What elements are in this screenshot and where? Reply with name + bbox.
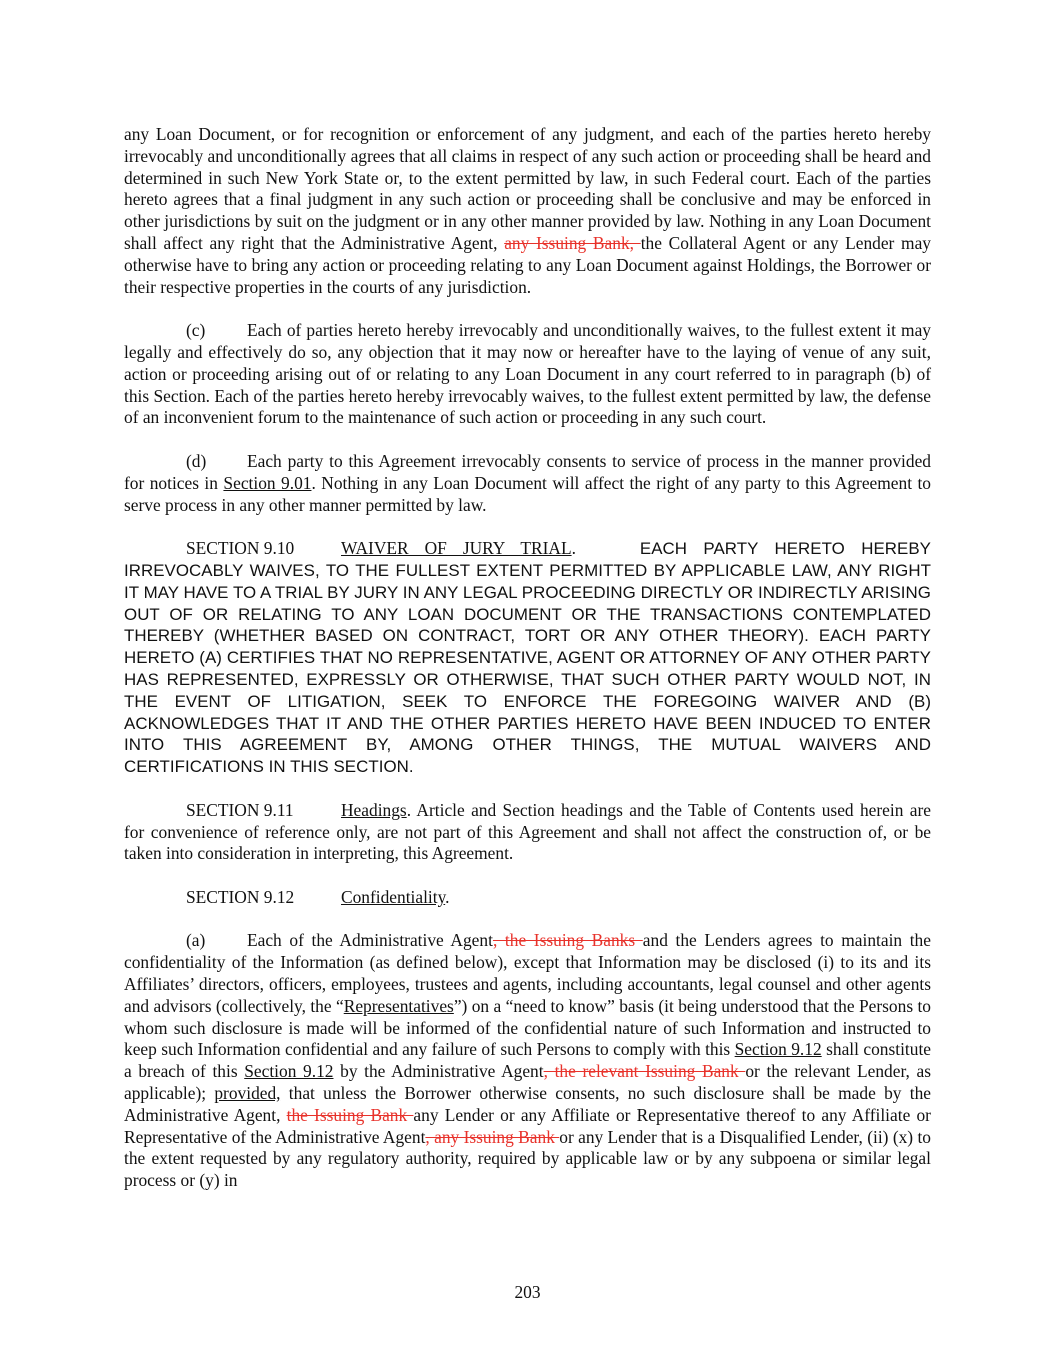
- text-run: any Lender or any Affiliate or Representative thereof to any Affiliate or Representative of the Administrative Agent: [124, 1104, 931, 1147]
- section-number: SECTION 9.10: [186, 538, 295, 559]
- text-run: that unless the Borrower otherwise consents, no such disclosure shall be made by the Administrative Agent,: [124, 1083, 931, 1125]
- section-9-11: [124, 800, 931, 865]
- text-run: or the relevant Lender, as applicable);: [124, 1061, 932, 1104]
- paragraph-label: (d): [186, 450, 207, 471]
- text-run: by the Administrative Agent: [333, 1061, 544, 1082]
- document-page: [124, 124, 931, 1192]
- section-title: Confidentiality: [341, 886, 446, 907]
- text-run: shall constitute a breach of this: [124, 1039, 931, 1082]
- text-run: any Loan Document, or for recognition or enforcement of any judgment, and each of the parties hereto hereby irrevocably and unconditionally agrees that all claims in respect of any such action or proceeding shall be heard and determined in such New York State or, to the extent permitted by law, in such Federal court. Each of the parties hereto agrees that a final judgment in any such action or proceeding shall be conclusive and may be enforced in other jurisdictions by suit on the judgment or in any other manner provided by law. Nothing in any Loan Document shall affect any right that the Administrative Agent,: [124, 124, 931, 253]
- section-9-10: [124, 538, 931, 778]
- deleted-text: , the relevant Issuing Bank: [543, 1061, 746, 1082]
- text-run: Each party to this Agreement irrevocably consents to service of process in the manner provided for notices in: [124, 450, 931, 493]
- paragraph-d: [124, 451, 931, 516]
- paragraph-9-12-a: [124, 930, 931, 1192]
- text-run: Each of the Administrative Agent: [247, 930, 493, 951]
- deleted-text: the Issuing Bank: [286, 1104, 414, 1125]
- text-run: and the Lenders agrees to maintain the confidentiality of the Information (as defined below), except that Information may be disclosed (i) to its and its Affiliates’ directors, officers, employees, trustees and agents, including accountants, legal counsel and other agents and advisors (collectively, the “: [124, 930, 931, 1016]
- text-run: Each of parties hereto hereby irrevocably and unconditionally waives, to the fullest extent it may legally and effectively do so, any objection that it may now or hereafter have to the laying of venue of any suit, action or proceeding arising out of or relating to any Loan Document in any court referred to in paragraph (b) of this Section. Each of the parties hereto hereby irrevocably waives, to the fullest extent permitted by law, the defense of an inconvenient forum to the maintenance of such action or proceeding in any such court.: [124, 320, 931, 428]
- deleted-text: , any Issuing Bank: [425, 1126, 560, 1147]
- page-number: 203: [514, 1282, 541, 1302]
- paragraph-c: [124, 320, 931, 429]
- jury-waiver-text: EACH PARTY HERETO HEREBY IRREVOCABLY WAIVES, TO THE FULLEST EXTENT PERMITTED BY APPLICABLE LAW, ANY RIGHT IT MAY HAVE TO A TRIAL BY JURY IN ANY LEGAL PROCEEDING DIRECTLY OR INDIRECTLY ARISING OUT OF OR RELATING TO ANY LOAN DOCUMENT OR THE TRANSACTIONS CONTEMPLATED THEREBY (WHETHER BASED ON CONTRACT, TORT OR ANY OTHER THEORY). EACH PARTY HERETO (A) CERTIFIES THAT NO REPRESENTATIVE, AGENT OR ATTORNEY OF ANY OTHER PARTY HAS REPRESENTED, EXPRESSLY OR OTHERWISE, THAT SUCH OTHER PARTY WOULD NOT, IN THE EVENT OF LITIGATION, SEEK TO ENFORCE THE FOREGOING WAIVER AND (B) ACKNOWLEDGES THAT IT AND THE OTHER PARTIES HERETO HAVE BEEN INDUCED TO ENTER INTO THIS AGREEMENT BY, AMONG OTHER THINGS, THE MUTUAL WAIVERS AND CERTIFICATIONS IN THIS SECTION.: [124, 539, 931, 777]
- section-number: SECTION 9.12: [186, 886, 295, 907]
- proviso-term: provided,: [214, 1083, 281, 1104]
- text-run: . Article and Section headings and the Table of Contents used herein are for convenience of reference only, are not part of this Agreement and shall not affect the construction of, or be taken into consideration in interpreting, this Agreement.: [124, 799, 931, 864]
- section-reference: Section 9.12: [244, 1061, 334, 1082]
- text-run: .: [571, 538, 576, 559]
- deleted-text: any Issuing Bank,: [504, 232, 641, 253]
- section-title: Headings: [341, 799, 407, 820]
- text-run: .: [445, 886, 450, 907]
- defined-term: Representatives: [343, 995, 454, 1016]
- section-reference: Section 9.12: [734, 1039, 822, 1060]
- section-title: WAIVER OF JURY TRIAL: [341, 538, 572, 559]
- text-run: or any Lender that is a Disqualified Lender, (ii) (x) to the extent requested by any regulatory authority, required by applicable law or by any subpoena or similar legal process or (y) in: [124, 1126, 931, 1191]
- paragraph-b-continued: [124, 124, 931, 298]
- paragraph-label: (a): [186, 930, 206, 951]
- section-number: SECTION 9.11: [186, 799, 294, 820]
- paragraph-label: (c): [186, 320, 206, 341]
- text-run: ”) on a “need to know” basis (it being understood that the Persons to whom such disclosure is made will be informed of the confidential nature of such Information and instructed to keep such Information confidential and any failure of such Persons to comply with this: [124, 995, 931, 1060]
- section-reference: Section 9.01: [223, 472, 312, 493]
- section-9-12: [124, 887, 931, 909]
- deleted-text: , the Issuing Banks: [492, 930, 643, 951]
- text-run: . Nothing in any Loan Document will affect the right of any party to this Agreement to serve process in any other manner permitted by law.: [124, 472, 931, 515]
- text-run: the Collateral Agent or any Lender may otherwise have to bring any action or proceeding relating to any Loan Document against Holdings, the Borrower or their respective properties in the courts of any jurisdiction.: [124, 232, 931, 297]
